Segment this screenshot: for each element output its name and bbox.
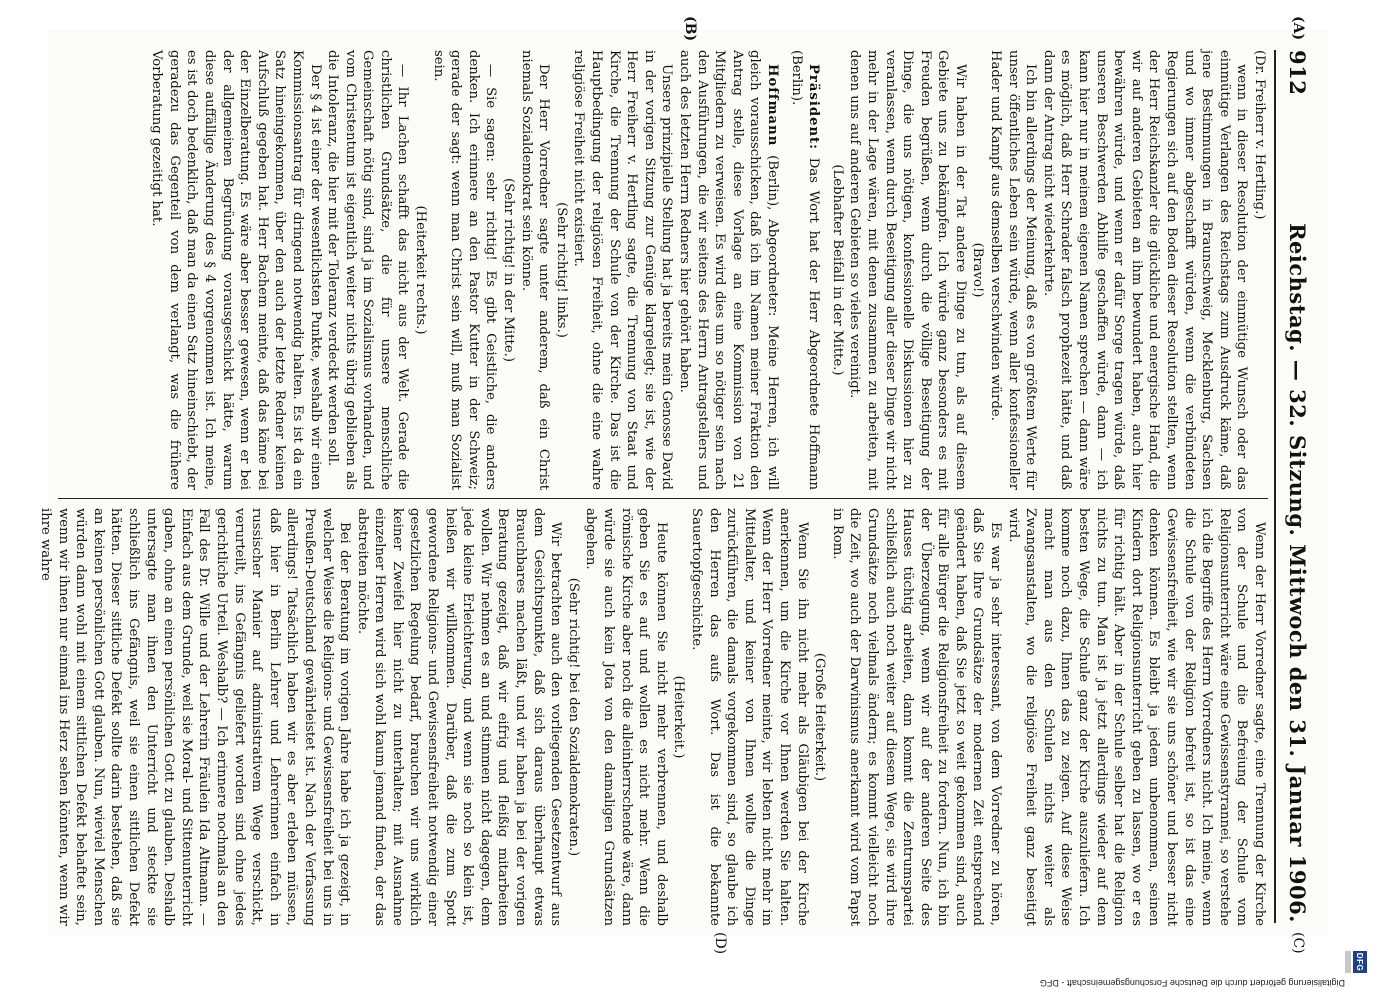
interjection: (Sehr richtig! bei den Sozialdemokraten.) [565, 577, 581, 857]
speaker-text: Das Wort hat der Herr Abgeordnete Hoffmann (Berlin). [788, 50, 822, 490]
paragraph: Ich bin allerdings der Meinung, daß es von größtem Werte für unser öffentliches Leben sein würde, wenn aller konfessioneller Hader und Kampf aus demselben verschwinden würde. [988, 50, 1039, 490]
paragraph: Wir betrachten auch den vorliegenden Gesetzentwurf aus dem Gesichtspunkte, daß sich daraus überhaupt etwas Brauchbares machen läßt, und wir haben ja bei der vorigen Beratung gezeigt, daß wir eifrig und fleißig mitarbeiten wollen. Wir nehmen es an und stimmen nicht dagegen, dem jede kleine Erleichterung, und wenn sie noch so klein ist, heißen wir willkommen. Darüber, daß die zum Spott gewordene Religions- und Gewissensfreiheit notwendig einer gesetzlichen Regelung bedarf, brauchen wir uns wirklich keiner Zweifel hier nicht zu unterhalten; mit Ausnahme einzelner Herren wird sich wohl kaum jemand finden, der das abstreiten möchte. [354, 508, 564, 926]
interjection: (Große Heiterkeit.) [812, 652, 828, 782]
page-header [1278, 50, 1318, 923]
dfg-badge-text: DFG [1353, 951, 1367, 973]
margin-marker-a: (A) [1290, 16, 1306, 41]
column-divider [58, 498, 1268, 499]
paragraph: — Ihr Lachen schafft das nicht aus der Welt. Gerade die christlichen Grundsätze, die für unsere menschliche Gemeinschaft nötig sind, sind ja im Sozialismus vorhanden, und vom Christentum ist eigentlich weiter nichts übrig geblieben als die Intoleranz, die hier mit der Toleranz verdeckt werden soll. [325, 50, 411, 490]
right-column [38, 508, 1268, 926]
paragraph: Wenn Sie ihn nicht mehr als Gläubigen bei der Kirche anerkennen, um die Kirche vor Ihnen werden Sie halten. Wenn der Herr Vorredner meinte, wir lebten nicht mehr im Mittelalter, und keiner von Ihnen wollte die Dinge zurückführen, die damals vorgekommen sind, so glaube ich den Herren das aufs Wort. Das ist die bekannte Sauertopfgeschichte. [689, 508, 810, 926]
paragraph: Der § 4 ist einer der wesentlichsten Punkte, weshalb wir einen Kommissionsantrag für dringend notwendig halten. Es ist da ein Satz hineingekommen, über den auch der letzte Redner keinen Aufschluß gegeben hat. Herr Bachem meinte, daß das käme bei der Einzelberatung. Es wäre aber besser gewesen, wenn er bei der allgemeinen Begründung vorausgeschickt hätte, warum diese auffällige Änderung des § 4 vorgenommen ist. Ich meine, es ist doch bedenklich, daß man da einen Satz hineinschiebt, der geradezu das Gegenteil von dem verlangt, was die frühere Vorberatung gezeitigt hat. [149, 50, 323, 490]
interjection: (Bravo!) [970, 242, 986, 298]
margin-marker-d: (D) [712, 932, 728, 955]
interjection: (Lebhafter Beifall in der Mitte.) [829, 164, 845, 376]
speaker-text: (Berlin), Abgeordneter: Meine Herren, ich will gleich vorausschicken, daß ich im Namen meiner Fraktion den Antrag stelle, diese Vorlage an eine Kommission von 21 Mitgliedern zu verweisen. Es wird dies um so nötiger sein nach den Ausführungen, die wir seitens des Herrn Antragstellers und auch des letzten Herrn Redners hier gehört haben. [677, 50, 780, 490]
margin-marker-b: (B) [682, 16, 698, 42]
newspaper-page [38, 16, 1328, 955]
interjection: (Heiterkeit rechts.) [413, 205, 429, 335]
header-rule [1274, 50, 1276, 923]
paragraph: wenn in dieser Resolution der einmütige Wunsch oder das einmütige Verlangen des Reichstags zum Ausdruck käme, daß jene Bestimmungen in Braunschweig, Mecklenburg, Sachsen und wo immer abgeschafft würden, wenn die verbündeten Regierungen sich auf den Boden dieser Resolution stellten, wenn der Herr Reichskanzler die glückliche und energische Hand, die wir auf anderen Gebieten an ihm bewundert haben, auch hier bewähren würde, und wenn er dafür Sorge tragen würde, daß unseren Beschwerden Abhilfe geschaffen würde, dann — ich kann hier nur in meinem eigenen Namen sprechen — dann wäre es möglich, daß Herr Schrader falsch prophezeit hätte, und daß dann der Antrag nicht wiederkehrte. [1040, 50, 1250, 490]
paragraph: — Sie sagen: sehr richtig! Es gibt Geistliche, die anders denken. Ich erinnere an den Pastor Kutter in der Schweiz; gerade der sagt: wenn man Christ sein will, muß man Sozialist sein. [430, 50, 499, 490]
dfg-logo-icon [1341, 950, 1371, 974]
page-number: 912 [1285, 50, 1311, 96]
margin-marker-c: (C) [1290, 932, 1306, 954]
paragraph: Wir haben in der Tat andere Dinge zu tun, als auf diesem Gebiete uns zu bekämpfen. Ich würde ganz besonders es mit Freuden begrüßen, wenn durch die völlige Beseitigung der Dinge, die uns nötigen, konfessionelle Diskussionen hier zu veranlassen, wenn durch Beseitigung aller dieser Dinge wir nicht mehr in der Lage wären, mit denen zusammen zu arbeiten, mit denen uns auf anderen Gebieten so vieles vereinigt. [847, 50, 968, 490]
paragraph: Bei der Beratung im vorigen Jahre habe ich ja gezeigt, in welcher Weise die Religions- und Gewissensfreiheit bei uns in Preußen-Deutschland gewährleistet ist. Nach der Verfassung allerdings! Tatsächlich haben wir es aber erleben müssen, daß hier in Berlin Lehrer und Lehrerinnen einfach in russischer Manier auf administrativem Wege verschickt, verurteilt, ins Gefängnis geliefert worden sind ohne jedes gerichtliche Urteil. Weshalb? — Ich erinnere nochmals an den Fall des Dr. Wille und der Lehrerin Fräulein Ida Altmann. — Einfach aus dem Grunde, weil sie Moral- und Sittenunterricht gaben, ohne an einen persönlichen Gott zu glauben. Deshalb untersagte man ihnen den Unterricht und steckte sie schließlich ins Gefängnis, weil sie einen sittlichen Defekt hätten. Dieser sittliche Defekt sollte darin bestehen, daß sie an keinen persönlichen Gott glauben. Nun, wieviel Menschen würden dann wohl mit einem sittlichen Defekt behaftet sein, wenn wir ihnen nur einmal ins Herz sehen könnten, wenn wir ihre wahre [38, 508, 353, 926]
page-title: Reichstag. — 32. Sitzung. Mittwoch den 31. Januar 1906. [1285, 223, 1311, 923]
speaker-label: Präsident: [806, 64, 822, 151]
paragraph: Wenn der Herr Vorredner sagte, eine Trennung der Kirche von der Schule und die Befreiung der Schule vom Religionsunterricht wäre eine Gewissenstyrannei, so verstehe ich die Begriffe des Herrn Vorredners nicht. Ich meine, wenn die Schule von der Religion befreit ist, so ist das eine Gewissensfreiheit, wie wir sie uns schöner und besser nicht denken können. Es bleibt ja jedem unbenommen, seinen Kindern dort Religionsunterricht geben zu lassen, wo er es für richtig hält. Aber in der Schule selber hat die Religion nichts zu tun. Man ist ja jetzt allerdings wieder auf dem besten Wege, die Schule ganz der Kirche auszuliefern. Ich komme noch dazu, Ihnen das zu zeigen. Auf diese Weise macht man aus den Schulen nichts weiter als Zwangsanstalten, wo die religiöse Freiheit ganz beseitigt wird. [1005, 508, 1267, 926]
dfg-badge-bar [1345, 951, 1351, 973]
interjection: (Sehr richtig! links.) [553, 202, 569, 338]
digitization-note: Digitalisierung gefördert durch die Deutsche Forschungsgemeinschaft - DFG [1039, 978, 1345, 988]
digitization-sidebar [0, 936, 1375, 988]
speaker-paragraph [675, 50, 781, 490]
paragraph: Der Herr Vorredner sagte unter anderem, daß ein Christ niemals Sozialdemokrat sein könne. [518, 50, 552, 490]
interjection: (Sehr richtig! in der Mitte.) [501, 178, 517, 362]
paragraph: Heute können Sie nicht mehr verbrennen, und deshalb geben Sie es auf und wollen es nicht mehr. Wenn die römische Kirche aber noch die alleinherrschende wäre, dann würde sie auch kein Jota von den damaligen Grundsätzen abgehen. [583, 508, 669, 926]
speaker-reference: (Dr. Freiherr v. Hertling.) [1252, 50, 1267, 220]
paragraph: Es war ja sehr interessant, von dem Vorredner zu hören, daß Sie Ihre Grundsätze der modernen Zeit entsprechend geändert haben, daß Sie jetzt so weit gekommen sind, auch für alle Bürger die Religionsfreiheit zu fordern. Nun, ich bin der Überzeugung, wenn wir auf der anderen Seite des Hauses tüchtig arbeiten, dann kommt die Zentrumspartei schließlich auch noch weiter auf diesem Wege, sie wird ihre Grundsätze noch vielmals ändern; es kommt vielleicht noch die Zeit, wo auch der Darwinismus anerkannt wird vom Papst in Rom. [829, 508, 1004, 926]
speaker-paragraph [787, 50, 822, 490]
paragraph: Unsere prinzipielle Stellung hat ja bereits mein Genosse David in der vorigen Sitzung zur Genüge klargelegt; sie ist, wie der Herr Freiherr v. Hertling sagte, die Trennung von Staat und Kirche, die Trennung der Schule von der Kirche. Das ist die Hauptbedingung der religiösen Freiheit, ohne die eine wahre religiöse Freiheit nicht existiert. [571, 50, 675, 490]
left-column [58, 50, 1268, 490]
interjection: (Heiterkeit.) [671, 675, 687, 759]
speaker-label: Hoffmann [764, 64, 780, 147]
